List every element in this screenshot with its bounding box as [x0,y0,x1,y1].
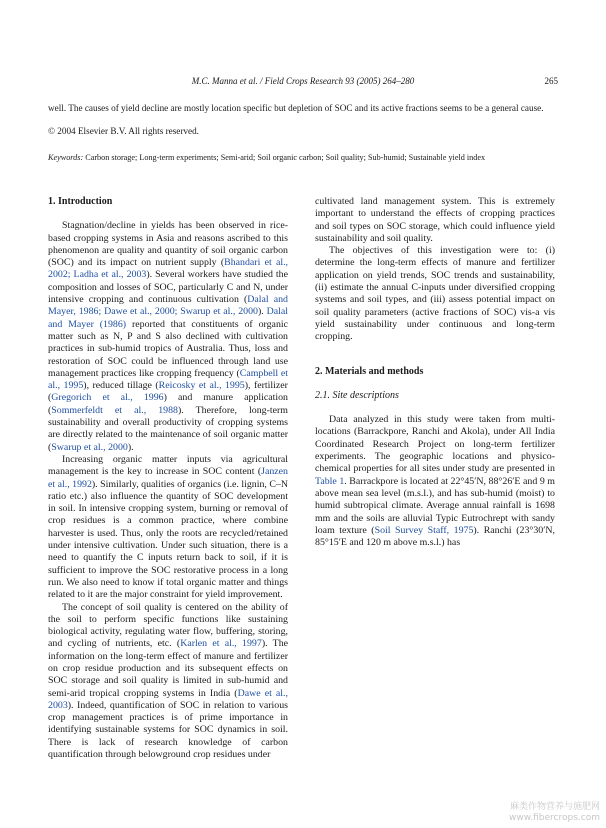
keywords-line [48,153,568,162]
section-spacer [315,344,555,366]
intro-paragraph-2 [48,454,288,602]
copyright-line: © 2004 Elsevier B.V. All rights reserved. [48,126,199,136]
paragraph-text: ). Ranchi (23°30′N, 85°15′E and 120 m above m.s.l.) has [315,524,555,549]
intro-paragraph-3 [48,602,288,762]
subsection-heading-sites: 2.1. Site descriptions [315,389,399,401]
left-column [48,196,288,761]
paragraph-text: ). Indeed, quantification of SOC in relation to various crop management practices is of prime importance in identifying sustainable systems for SOC dynamics in soil. There is lack of research knowledge of carbon quantification through belowground crop residues under [48,699,288,761]
paragraph-text: Increasing organic matter inputs via agricultural management is the key to increase in SOC content ( [48,453,288,478]
citation-link[interactable]: Karlen et al., 1997 [180,638,262,650]
citation-link[interactable]: Bhandari et al., 2002; Ladha et al., 2003 [48,257,289,281]
citation-link[interactable]: Sommerfeldt et al., 1988 [51,404,178,416]
citation-link[interactable]: Dalal and Mayer, 1986; Dawe et al., 2000; Swarup et al., 2000 [48,294,288,318]
citation-link[interactable]: Campbell et al., 1995 [48,367,288,392]
watermark [509,802,600,824]
citation-link[interactable]: Janzen et al., 1992 [48,466,288,490]
intro-paragraph-3-continued-text [315,196,555,245]
citation-link[interactable]: Dawe et al., 2003 [48,687,288,711]
abstract-ending: well. The causes of yield decline are mostly location specific but depletion of SOC and its active fractions seems to be a general cause. [48,103,544,113]
watermark-url: www.fibercrops.com [509,813,600,823]
paragraph-text: The objectives of this investigation were to: (i) determine the long-term effects of manure and fertilizer application on yield trends, SOC trends and sustainability, (ii) estimate the annual C-inputs under diversified cropping systems and soil types, and (iii) assess potential impact on soil quality parameters (active fractions of SOC) vis-a vis yield sustainability under continuous and long-term cropping. [315,245,555,343]
watermark-site-name: 麻类作物营养与施肥网 [509,802,600,812]
citation-link[interactable]: Gregorich et al., 1996 [51,392,164,404]
citation-link[interactable]: Dalal and Mayer (1986) [48,306,288,330]
intro-paragraph-4 [315,245,555,343]
section-heading-methods: 2. Materials and methods [315,365,424,377]
paragraph-text: ), reduced tillage ( [83,380,159,392]
paragraph-text: The concept of soil quality is centered on the ability of the soil to perform specific functions like sustaining biological activity, regulating water flow, buffering, storing, and cycling of nutrients, etc. ( [48,601,288,650]
right-column [315,196,555,549]
citation-link[interactable]: Table 1 [315,475,345,487]
paragraph-text: ). Therefore, long-term sustainability and overall productivity of cropping systems are directly related to the maintenance of soil organic matter ( [48,404,288,453]
intro-paragraph-3-continued [315,196,555,245]
paragraph-text: ) and manure application ( [48,392,288,416]
paragraph-text: reported that constituents of organic matter such as N, P and S also declined with cultivation practices in sub-humid tropics of Australia. Thus, loss and restoration of SOC could be influenced through land use management practices like cropping frequency ( [48,318,289,379]
paragraph-text: Data analyzed in this study were taken from multi-locations (Barrackpore, Ranchi and Akola), under All India Coordinated Research Project on long-term fertilizer experiments. The geographic locations and physico-chemical properties for all sites under study are presented in [315,414,555,475]
methods-paragraph-1 [315,414,555,549]
citation-link[interactable]: Swarup et al., 2000 [51,441,128,453]
running-head-citation: M.C. Manna et al. / Field Crops Research 93 (2005) 264–280 [191,76,415,86]
paragraph-text: ). Similarly, qualities of organics (i.e. lignin, C–N ratio etc.) also influence the quantity of SOC development in soil. In intensive cropping system, burning or removal of crop residues is a common practice, where combine harvester is used. Thus, only the roots are recycled/retained under intensive cultivation. Under such situation, there is a need to quantify the C inputs return back to soil, if it is sufficient to improve the SOC restorative process in a long run. We also need to know if total organic matter and things related to it are the major constraint for yield improvement. [48,478,288,601]
paragraph-text: ). [127,441,134,453]
paragraph-text: ), fertilizer ( [48,380,288,404]
paragraph-text: ). [257,306,267,318]
citation-link[interactable]: Reicosky et al., 1995 [158,380,245,392]
intro-paragraph-1 [48,220,288,454]
paragraph-text: Stagnation/decline in yields has been observed in rice-based cropping systems in Asia and reasons ascribed to this phenomenon are quality and quantity of soil organic carbon (SOC) and its impact on nutrient supply ( [48,220,288,269]
section-heading-introduction: 1. Introduction [48,196,113,207]
paragraph-text: . Barrackpore is located at 22°45′N, 88°26′E and 9 m above mean sea level (m.s.l.), and has sub-humid (moist) to humid subtropical climate. Average annual rainfall is 1698 mm and the soils are alluvial Typic Eutrochrept with sandy loam texture ( [315,475,555,536]
keywords-label: Keywords: [48,153,84,162]
citation-link[interactable]: Soil Survey Staff, 1975 [374,524,474,536]
page-number: 265 [544,76,558,86]
paragraph-text: cultivated land management system. This is extremely important to understand the effects of cropping practices and soil types on SOC storage, which could influence yield sustainability and soil quality. [315,196,555,244]
paragraph-text: ). Several workers have studied the composition and losses of SOC, particularly C and N, under intensive cropping and continuous cultivation ( [48,269,288,306]
keywords-text: Carbon storage; Long-term experiments; Semi-arid; Soil organic carbon; Soil quality; Sub-humid; Sustainable yield index [83,153,486,162]
paragraph-text: ). The information on the long-term effect of manure and fertilizer on crop residue production and its subsequent effects on SOC storage and soil quality is limited in sub-humid and semi-arid tropical cropping systems in India ( [48,638,289,699]
